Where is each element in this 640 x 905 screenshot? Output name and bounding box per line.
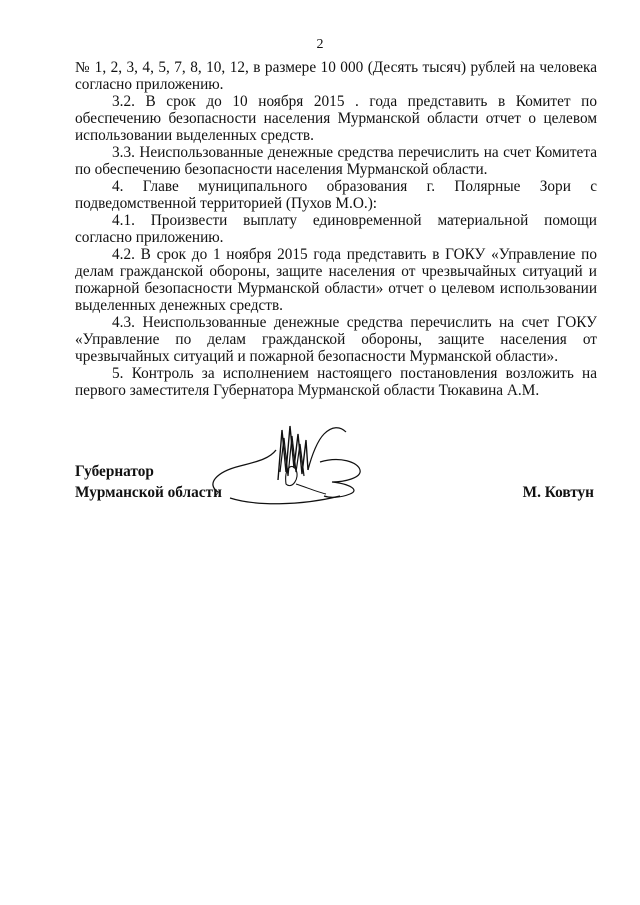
paragraph-4-3: 4.3. Неиспользованные денежные средства перечислить на счет ГОКУ «Управление по делам гражданской обороны, защите населения от чрезвычайных ситуаций и пожарной безопасности Мурманской области». [75, 314, 597, 365]
signatory-title-line1: Губернатор [75, 463, 154, 480]
paragraph-3-2: 3.2. В срок до 10 ноября 2015 . года представить в Комитет по обеспечению безопасности населения Мурманской области отчет о целевом использовании выделенных средств. [75, 93, 597, 144]
paragraph-3-3: 3.3. Неиспользованные денежные средства перечислить на счет Комитета по обеспечению безопасности населения Мурманской области. [75, 144, 597, 178]
document-body [75, 59, 597, 399]
paragraph-5: 5. Контроль за исполнением настоящего постановления возложить на первого заместителя Губернатора Мурманской области Тюкавина А.М. [75, 365, 597, 399]
paragraph-4: 4. Главе муниципального образования г. Полярные Зори с подведомственной территорией (Пухов М.О.): [75, 178, 597, 212]
paragraph-4-1: 4.1. Произвести выплату единовременной материальной помощи согласно приложению. [75, 212, 597, 246]
paragraph-continuation: № 1, 2, 3, 4, 5, 7, 8, 10, 12, в размере 10 000 (Десять тысяч) рублей на человека согласно приложению. [75, 59, 597, 93]
page-number: 2 [316, 37, 324, 52]
signatory-name: М. Ковтун [522, 484, 594, 501]
paragraph-4-2: 4.2. В срок до 1 ноября 2015 года представить в ГОКУ «Управление по делам гражданской обороны, защите населения от чрезвычайных ситуаций и пожарной безопасности Мурманской области» отчет о целевом использовании выделенных денежных средств. [75, 246, 597, 314]
handwritten-signature [200, 410, 390, 520]
signatory-title-line2: Мурманской области [75, 484, 222, 501]
